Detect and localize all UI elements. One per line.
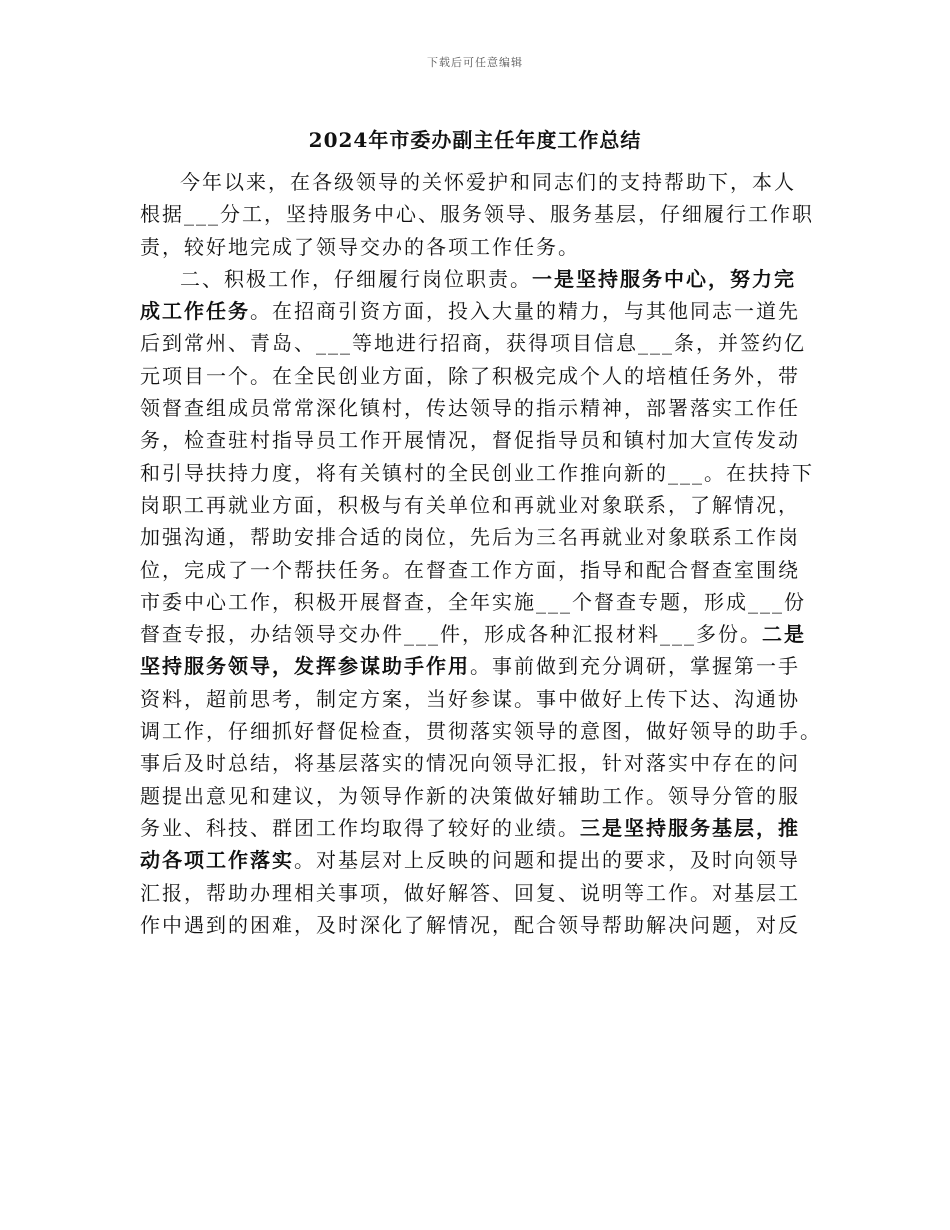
text-line: 领督查组成员常常深化镇村，传达领导的指示精神，部署落实工作任 <box>140 396 800 421</box>
text-line: 事后及时总结，将基层落实的情况向领导汇报，针对落实中存在的问 <box>140 751 800 776</box>
document-title: 2024年市委办副主任年度工作总结 <box>308 128 642 152</box>
text-line <box>140 812 820 844</box>
text-line: 题提出意见和建议，为领导作新的决策做好辅助工作。领导分管的服 <box>140 783 800 808</box>
text-run: 。对基层对上反映的问题和提出的要求，及时向领导 <box>294 848 800 873</box>
text-line <box>140 844 820 876</box>
text-line: 岗职工再就业方面，积极与有关单位和再就业对象联系，了解情况， <box>140 492 800 517</box>
bold-heading-run: 一是坚持服务中心，努力完 <box>532 266 796 291</box>
text-line: 根据___分工，坚持服务中心、服务领导、服务基层，仔细履行工作职 <box>140 202 814 227</box>
text-run: 二、积极工作，仔细履行岗位职责。 <box>180 266 532 291</box>
header-note: 下载后可任意编辑 <box>427 56 523 69</box>
text-line: 今年以来，在各级领导的关怀爱护和同志们的支持帮助下，本人 <box>180 170 796 194</box>
text-run: 务业、科技、群团工作均取得了较好的业绩。 <box>140 815 580 840</box>
text-line: 后到常州、青岛、___等地进行招商，获得项目信息___条，并签约亿 <box>140 331 806 356</box>
text-line: 作中遇到的困难，及时深化了解情况，配合领导帮助解决问题，对反 <box>140 912 800 937</box>
paragraph-intro <box>140 166 820 198</box>
bold-heading-run: 三是坚持服务基层，推 <box>580 815 800 840</box>
text-run: 。事前做到充分调研，掌握第一手 <box>470 654 800 679</box>
bold-heading-run: 动各项工作落实 <box>140 848 294 873</box>
text-line: 加强沟通，帮助安排合适的岗位，先后为三名再就业对象联系工作岗 <box>140 525 800 550</box>
text-line <box>140 618 820 650</box>
text-line <box>140 650 820 682</box>
text-line: 市委中心工作，积极开展督查，全年实施___个督查专题，形成___份 <box>140 589 806 614</box>
text-line: 汇报，帮助办理相关事项，做好解答、回复、说明等工作。对基层工 <box>140 880 800 905</box>
text-line <box>140 263 820 295</box>
text-line: 和引导扶持力度，将有关镇村的全民创业工作推向新的___。在扶持下 <box>140 460 814 485</box>
text-line: 责，较好地完成了领导交办的各项工作任务。 <box>140 234 580 259</box>
document-body <box>140 166 820 941</box>
bold-heading-run: 二是 <box>762 622 806 647</box>
text-line: 务，检查驻村指导员工作开展情况，督促指导员和镇村加大宣传发动 <box>140 428 800 453</box>
text-run: 。在招商引资方面，投入大量的精力，与其他同志一道先 <box>250 299 800 324</box>
paragraph-duties <box>140 263 820 295</box>
text-line: 资料，超前思考，制定方案，当好参谋。事中做好上传下达、沟通协 <box>140 686 800 711</box>
text-line: 位，完成了一个帮扶任务。在督查工作方面，指导和配合督查室围绕 <box>140 557 800 582</box>
text-line: 调工作，仔细抓好督促检查，贯彻落实领导的意图，做好领导的助手。 <box>140 719 822 744</box>
text-line: 元项目一个。在全民创业方面，除了积极完成个人的培植任务外，带 <box>140 363 800 388</box>
text-run: 督查专报，办结领导交办件___件，形成各种汇报材料___多份。 <box>140 622 762 647</box>
text-line <box>140 295 820 327</box>
bold-heading-run: 坚持服务领导，发挥参谋助手作用 <box>140 654 470 679</box>
bold-heading-run: 成工作任务 <box>140 299 250 324</box>
